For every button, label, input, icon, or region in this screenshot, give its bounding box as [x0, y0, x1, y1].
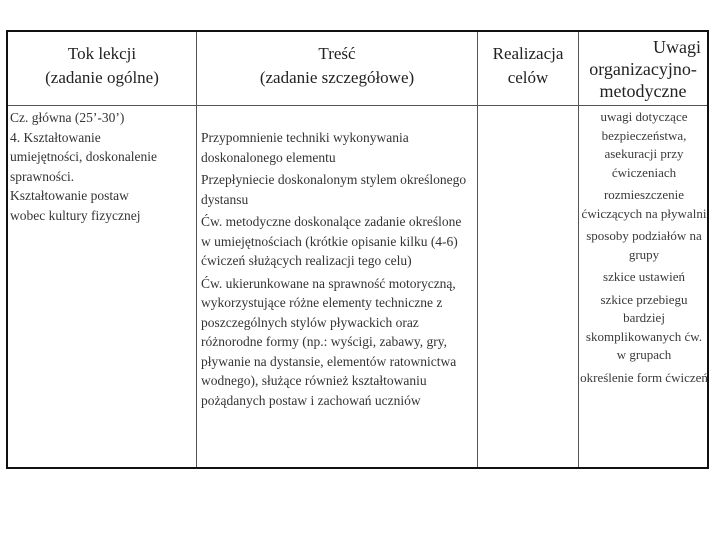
paragraph: uwagi dotyczące bezpieczeństwa, asekuracji przy ćwiczeniach [600, 109, 688, 180]
paragraph: rozmieszczenie ćwiczących na pływalni [581, 187, 707, 221]
column-divider [477, 32, 478, 467]
header-subtitle: (zadanie ogólne) [45, 68, 159, 87]
header-title: Tok lekcji [67, 44, 137, 63]
header-title: Uwagi [653, 37, 701, 57]
header-title: Treść [318, 44, 356, 63]
paragraph: określenie form ćwiczeń [580, 369, 708, 385]
header-subtitle: organizacyjno- [589, 59, 697, 79]
text-line: Kształtowanie postaw [10, 188, 129, 203]
text-line: 4. Kształtowanie [10, 129, 101, 145]
lesson-plan-table [6, 30, 709, 469]
header-title: Realizacja [492, 44, 564, 63]
paragraph: Ćw. metodyczne doskonalące zadanie określone w umiejętnościach (krótkie opisanie kilku (4-6) ćwiczeń służących realizacji tego celu) [201, 214, 462, 268]
text-line: sprawności. [10, 168, 75, 184]
text-line: Cz. główna (25’-30’) [10, 110, 125, 125]
paragraph: Przepłyniecie doskonalonym stylem określonego dystansu [201, 172, 467, 207]
cell-tresc [201, 128, 473, 413]
paragraph: sposoby podziałów na grupy [586, 228, 702, 262]
paragraph: szkice ustawień [603, 269, 685, 284]
header-tresc [197, 42, 477, 90]
header-realizacja-celow [478, 42, 578, 90]
header-subtitle: celów [507, 68, 549, 87]
header-uwagi [579, 36, 707, 102]
text-line: wobec kultury fizycznej [10, 207, 141, 223]
paragraph: Ćw. ukierunkowane na sprawność motoryczną, wykorzystujące różne elementy techniczne z poszczególnych stylów pływackich oraz różnorodne formy (np.: wyścigi, zabawy, gry, pływanie na dystansie, elementów ratownictwa wodnego), służące również kształtowaniu pożądanych postaw i zachowań uczniów [201, 275, 457, 408]
header-tok-lekcji [8, 42, 196, 90]
column-divider [196, 32, 197, 467]
header-subtitle: (zadanie szczegółowe) [259, 68, 415, 87]
cell-tok-lekcji [10, 108, 194, 225]
header-divider [8, 105, 707, 106]
cell-uwagi [580, 108, 708, 391]
paragraph: szkice przebiegu bardziej skomplikowanych ćw. w grupach [585, 291, 703, 362]
header-subtitle: metodyczne [599, 81, 687, 101]
text-line: umiejętności, doskonalenie [10, 149, 157, 164]
paragraph: Przypomnienie techniki wykonywania doskonalonego elementu [201, 130, 409, 165]
